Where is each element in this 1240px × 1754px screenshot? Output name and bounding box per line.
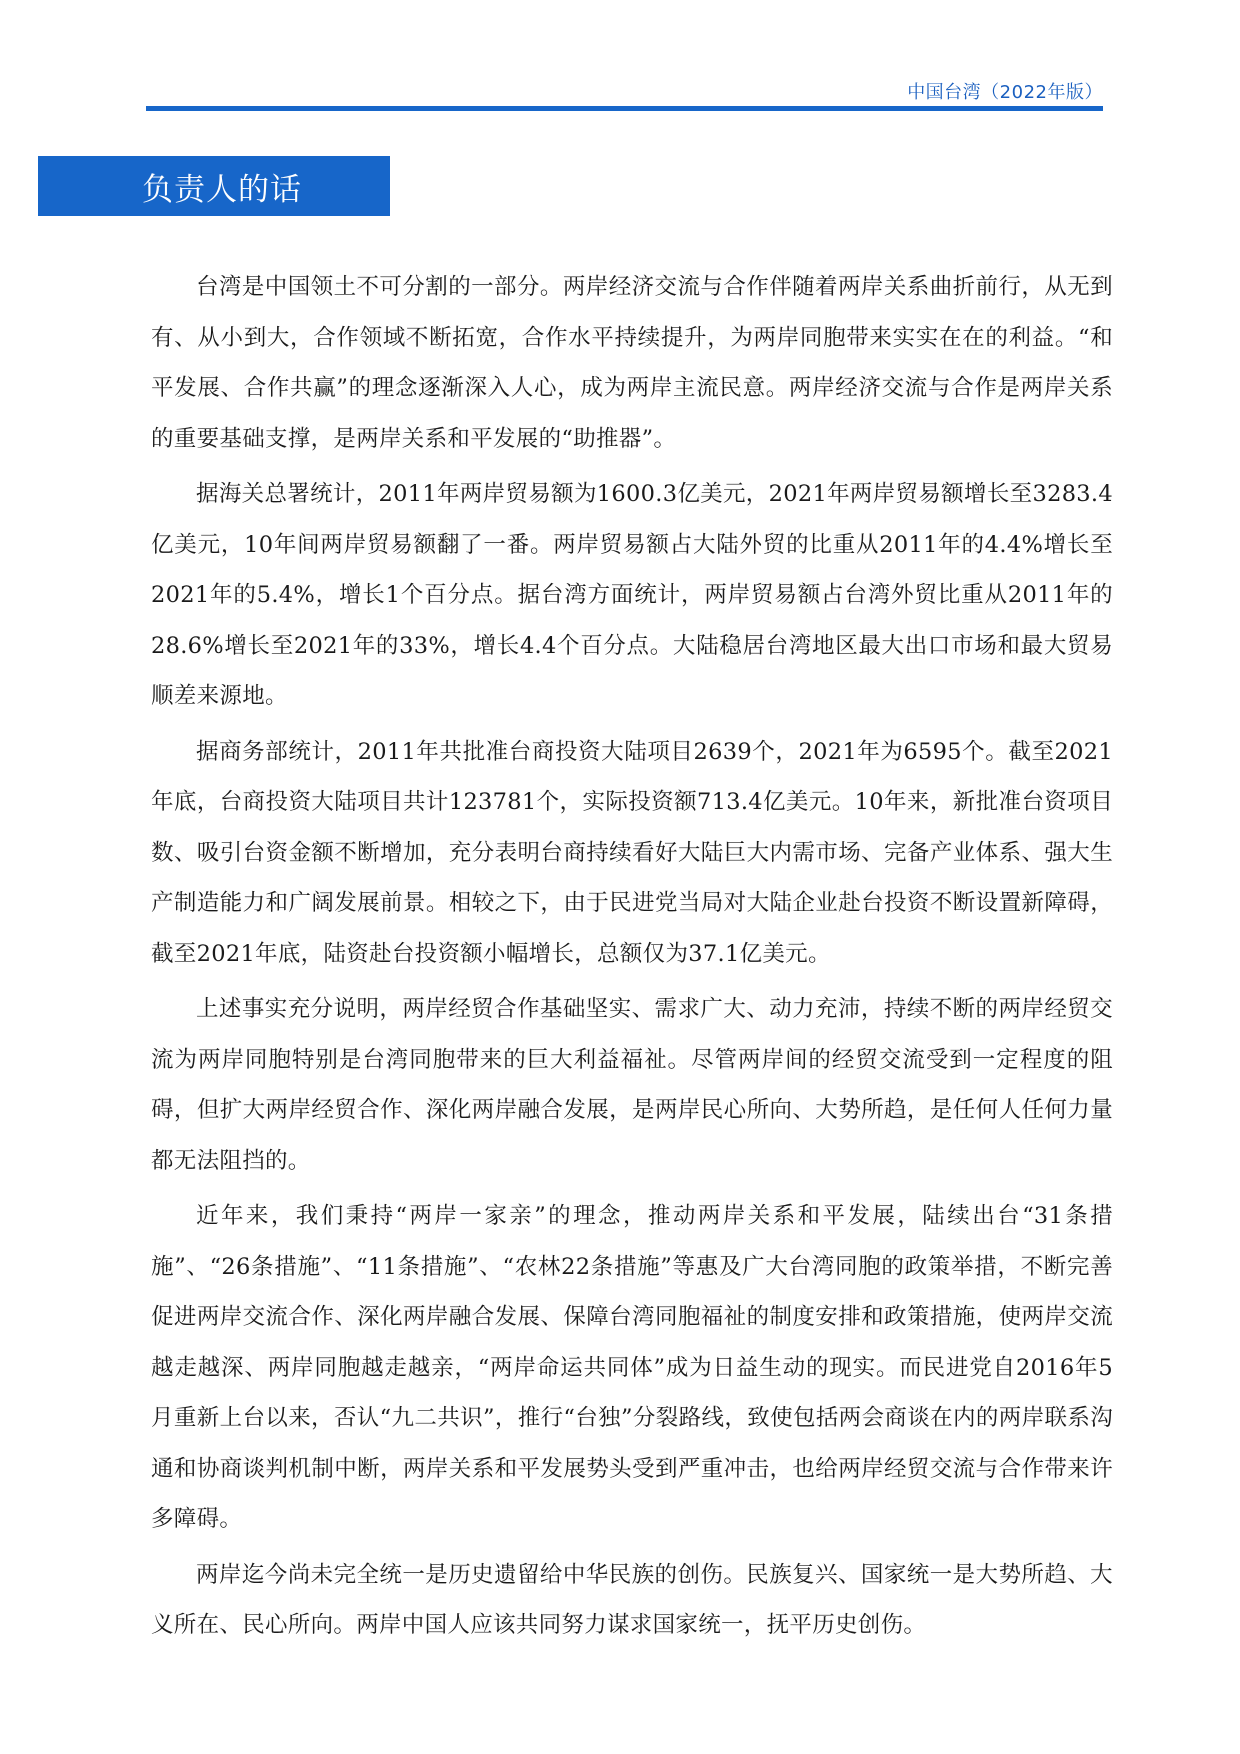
body-text xyxy=(151,262,1113,1656)
paragraph: 台湾是中国领土不可分割的一部分。两岸经济交流与合作伴随着两岸关系曲折前行，从无到有、从小到大，合作领域不断拓宽，合作水平持续提升，为两岸同胞带来实实在在的利益。“和平发展、合作共赢”的理念逐渐深入人心，成为两岸主流民意。两岸经济交流与合作是两岸关系的重要基础支撑，是两岸关系和平发展的“助推器”。 xyxy=(151,274,1113,452)
paragraph: 据海关总署统计，2011年两岸贸易额为1600.3亿美元，2021年两岸贸易额增长至3283.4亿美元，10年间两岸贸易额翻了一番。两岸贸易额占大陆外贸的比重从2011年的4.4%增长至2021年的5.4%，增长1个百分点。据台湾方面统计，两岸贸易额占台湾外贸比重从2011年的28.6%增长至2021年的33%，增长4.4个百分点。大陆稳居台湾地区最大出口市场和最大贸易顺差来源地。 xyxy=(151,481,1113,709)
section-title: 负责人的话 xyxy=(142,171,302,208)
running-header-title: 中国台湾（2022年版） xyxy=(907,82,1103,103)
header-rule xyxy=(146,106,1103,111)
paragraph: 两岸迄今尚未完全统一是历史遗留给中华民族的创伤。民族复兴、国家统一是大势所趋、大义所在、民心所向。两岸中国人应该共同努力谋求国家统一，抚平历史创伤。 xyxy=(151,1561,1113,1638)
section-banner xyxy=(38,156,390,216)
paragraph: 上述事实充分说明，两岸经贸合作基础坚实、需求广大、动力充沛，持续不断的两岸经贸交流为两岸同胞特别是台湾同胞带来的巨大利益福祉。尽管两岸间的经贸交流受到一定程度的阻碍，但扩大两岸经贸合作、深化两岸融合发展，是两岸民心所向、大势所趋，是任何人任何力量都无法阻挡的。 xyxy=(151,996,1113,1174)
paragraph: 据商务部统计，2011年共批准台商投资大陆项目2639个，2021年为6595个。截至2021年底，台商投资大陆项目共计123781个，实际投资额713.4亿美元。10年来，新批准台资项目数、吸引台资金额不断增加，充分表明台商持续看好大陆巨大内需市场、完备产业体系、强大生产制造能力和广阔发展前景。相较之下，由于民进党当局对大陆企业赴台投资不断设置新障碍，截至2021年底，陆资赴台投资额小幅增长，总额仅为37.1亿美元。 xyxy=(151,738,1113,967)
paragraph: 近年来，我们秉持“两岸一家亲”的理念，推动两岸关系和平发展，陆续出台“31条措施”、“26条措施”、“11条措施”、“农林22条措施”等惠及广大台湾同胞的政策举措，不断完善促进两岸交流合作、深化两岸融合发展、保障台湾同胞福祉的制度安排和政策措施，使两岸交流越走越深、两岸同胞越走越亲，“两岸命运共同体”成为日益生动的现实。而民进党自2016年5月重新上台以来，否认“九二共识”，推行“台独”分裂路线，致使包括两会商谈在内的两岸联系沟通和协商谈判机制中断，两岸关系和平发展势头受到严重冲击，也给两岸经贸交流与合作带来许多障碍。 xyxy=(151,1203,1113,1532)
